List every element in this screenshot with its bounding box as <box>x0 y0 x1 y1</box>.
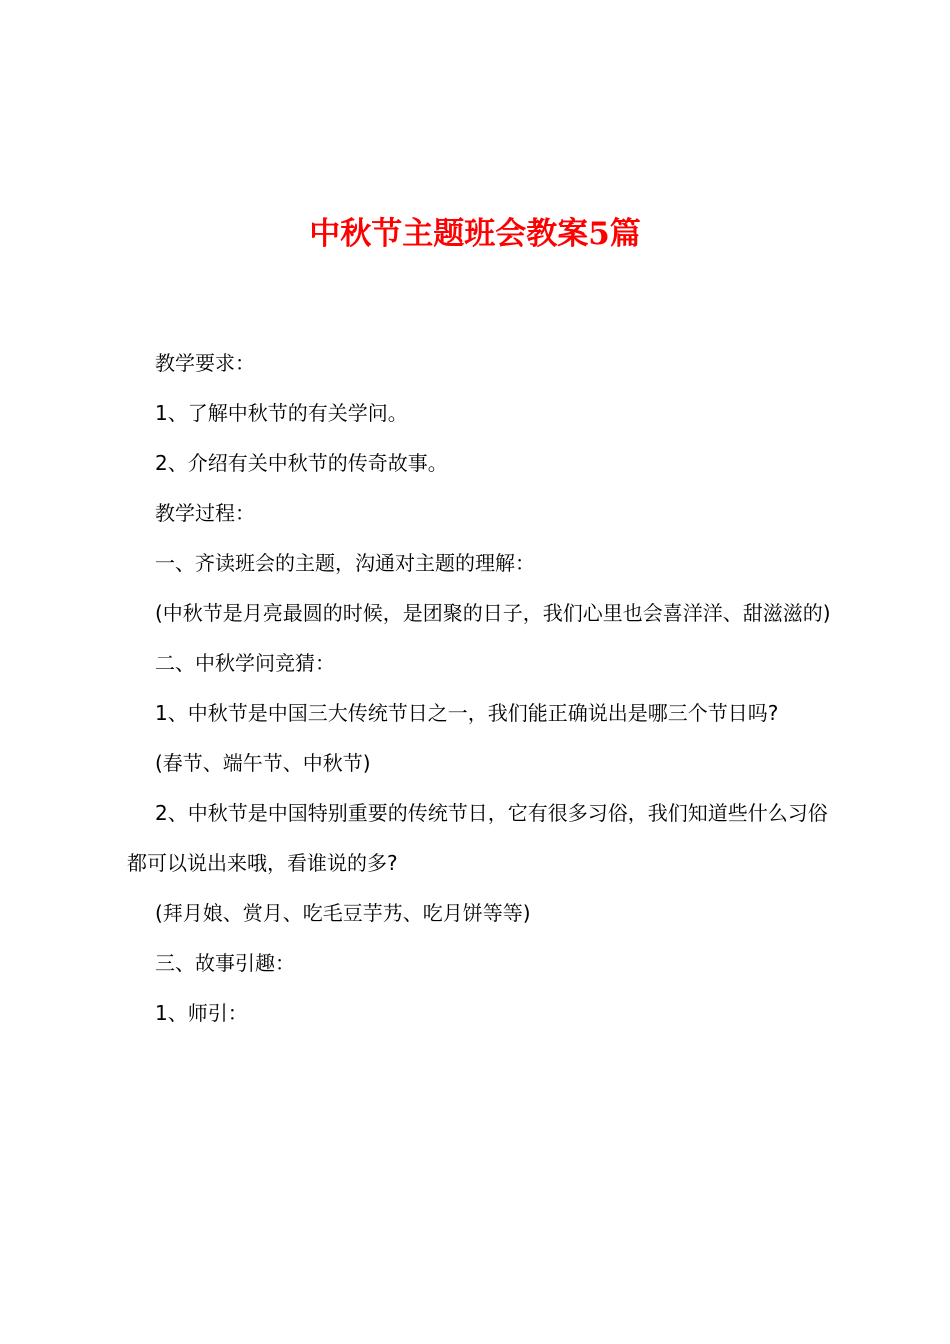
paragraph-teaching-process: 教学过程： <box>155 501 255 525</box>
paragraph-teaching-requirements: 教学要求： <box>155 351 255 375</box>
paragraph-teacher-intro: 1、师引： <box>155 1001 248 1025</box>
paragraph-section-3: 三、故事引趣： <box>155 951 295 975</box>
document-title: 中秋节主题班会教案5篇 <box>309 216 641 252</box>
paragraph-answer-2: (拜月娘、赏月、吃毛豆芋艿、吃月饼等等) <box>155 901 531 925</box>
paragraph-section-1-note: (中秋节是月亮最圆的时候，是团聚的日子，我们心里也会喜洋洋、甜滋滋的) <box>155 601 831 625</box>
paragraph-section-1: 一、齐读班会的主题，沟通对主题的理解： <box>155 551 535 575</box>
paragraph-question-2: 2、中秋节是中国特别重要的传统节日，它有很多习俗，我们知道些什么习俗都可以说出来哦，看谁说的多? <box>127 801 828 875</box>
paragraph-requirement-2: 2、介绍有关中秋节的传奇故事。 <box>155 451 448 475</box>
paragraph-section-2: 二、中秋学问竞猜： <box>155 651 335 675</box>
paragraph-requirement-1: 1、了解中秋节的有关学问。 <box>155 401 408 425</box>
paragraph-question-1: 1、中秋节是中国三大传统节日之一，我们能正确说出是哪三个节日吗? <box>155 701 779 725</box>
paragraph-answer-1: (春节、端午节、中秋节) <box>155 751 371 775</box>
document-body <box>127 338 833 1038</box>
